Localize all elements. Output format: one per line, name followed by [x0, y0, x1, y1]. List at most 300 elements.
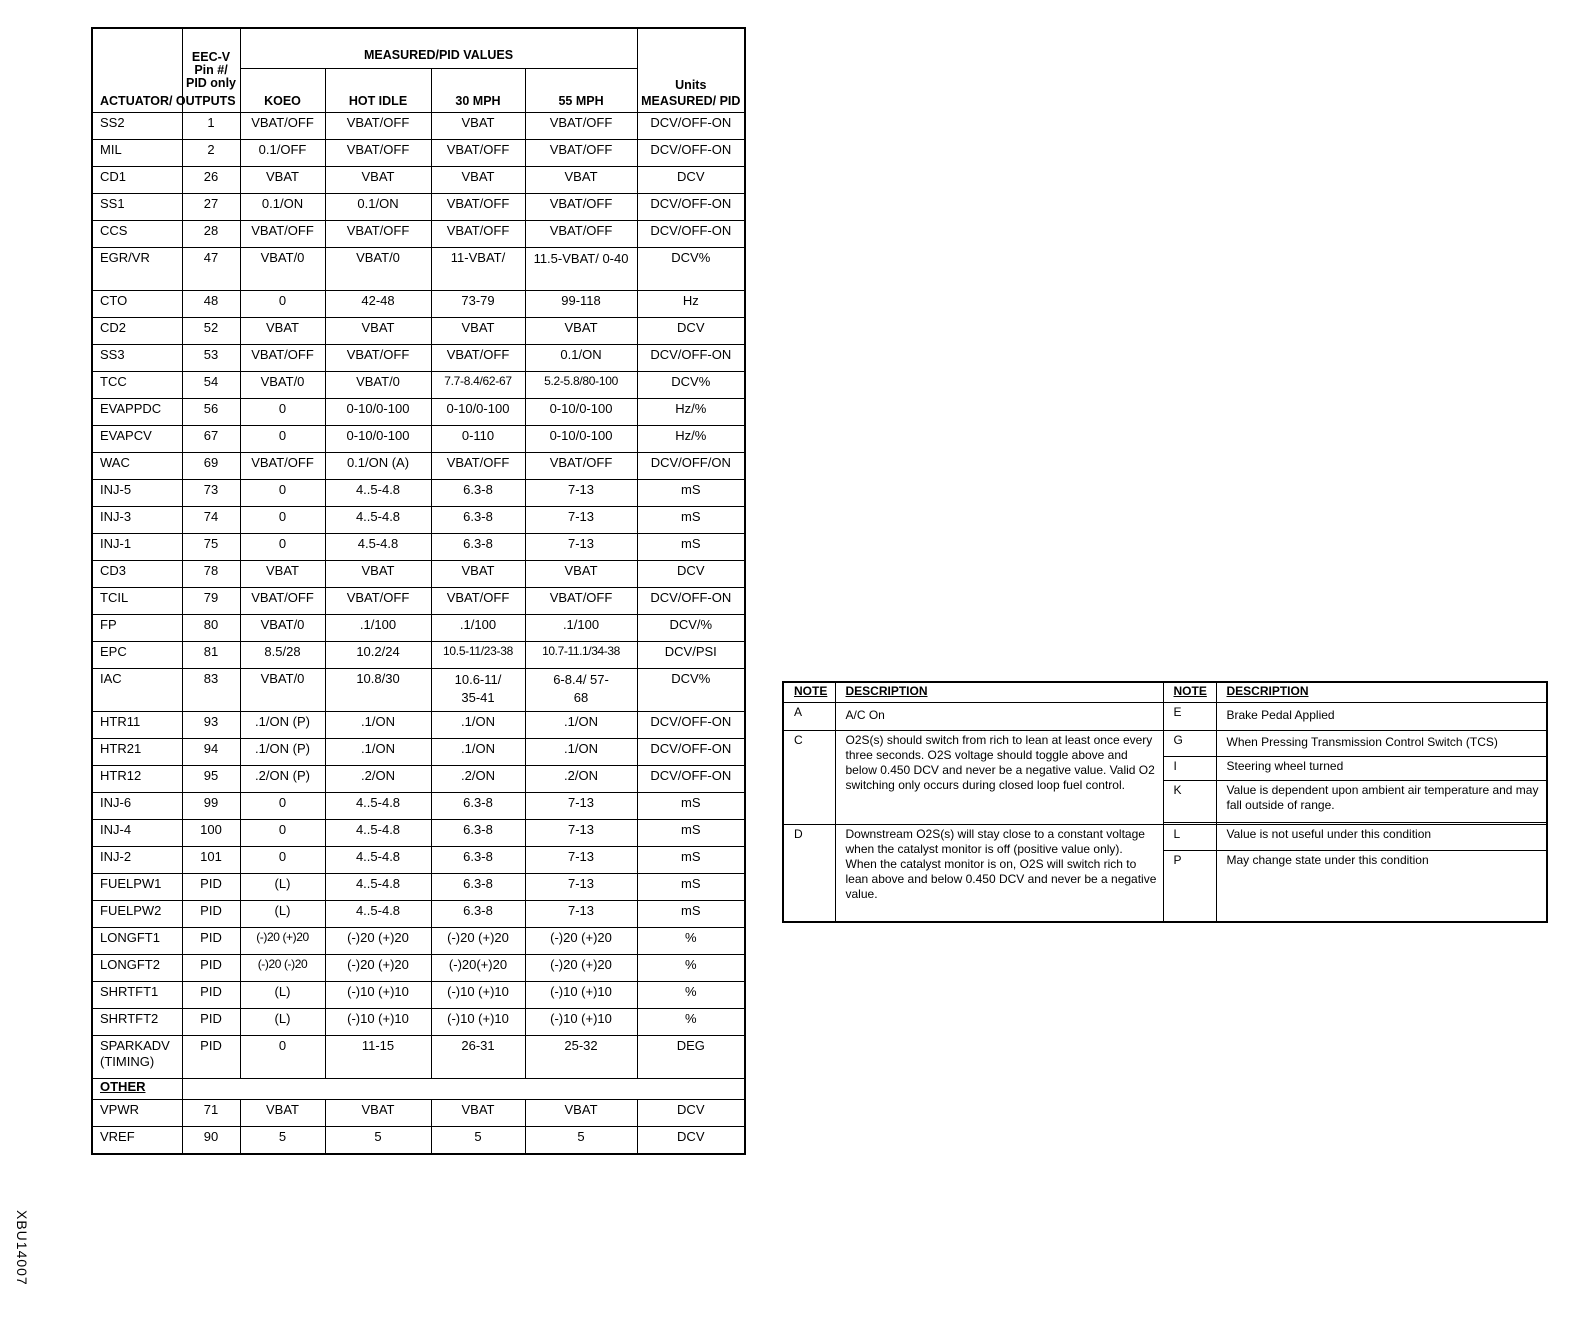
55-mph-value: (-)20 (+)20 [525, 927, 637, 954]
actuator-name: SS3 [92, 344, 182, 371]
table-row [92, 1008, 745, 1035]
55-mph-value: 7-13 [525, 506, 637, 533]
hot-idle-value: 0-10/0-100 [325, 398, 431, 425]
hot-idle-value: 5 [325, 1126, 431, 1154]
header-30-mph: 30 MPH [431, 68, 525, 112]
pin-number: 93 [182, 711, 240, 738]
30-mph-value: VBAT/OFF [431, 587, 525, 614]
units-value: % [637, 1008, 745, 1035]
pin-number: 99 [182, 792, 240, 819]
hot-idle-value: 4..5-4.8 [325, 846, 431, 873]
table-row [92, 344, 745, 371]
55-mph-value: 7-13 [525, 533, 637, 560]
units-value: DCV/OFF-ON [637, 738, 745, 765]
30-mph-value: (-)10 (+)10 [431, 1008, 525, 1035]
actuator-rows [92, 112, 745, 1154]
actuator-name: SHRTFT1 [92, 981, 182, 1008]
actuator-name: VREF [92, 1126, 182, 1154]
units-value: Hz/% [637, 425, 745, 452]
30-mph-value: VBAT/OFF [431, 220, 525, 247]
55-mph-value: VBAT/OFF [525, 193, 637, 220]
note-code: E [1163, 702, 1216, 730]
55-mph-value: 99-118 [525, 290, 637, 317]
55-mph-value: VBAT [525, 1099, 637, 1126]
pin-number: 95 [182, 765, 240, 792]
units-value: mS [637, 479, 745, 506]
note-description: O2S(s) should switch from rich to lean at least once every three seconds. O2S voltage should toggle above and below 0.450 DCV and never be a negative value. Valid O2 switching only occurs during closed loop fuel control. [835, 730, 1163, 824]
30-mph-value: 0-10/0-100 [431, 398, 525, 425]
note-code: D [783, 824, 835, 922]
table-row [92, 711, 745, 738]
koeo-value: VBAT/0 [240, 371, 325, 398]
pin-number: PID [182, 1035, 240, 1078]
actuator-name: HTR21 [92, 738, 182, 765]
units-value: DCV% [637, 371, 745, 398]
notes-header-note-left: NOTE [783, 682, 835, 702]
hot-idle-value: (-)20 (+)20 [325, 927, 431, 954]
table-row [92, 560, 745, 587]
hot-idle-value: 0.1/ON (A) [325, 452, 431, 479]
koeo-value: VBAT/0 [240, 668, 325, 711]
table-row [92, 371, 745, 398]
30-mph-value: (-)20 (+)20 [431, 927, 525, 954]
units-value: DCV/OFF/ON [637, 452, 745, 479]
units-value: DCV/OFF-ON [637, 344, 745, 371]
pin-number: 100 [182, 819, 240, 846]
actuator-name: SS1 [92, 193, 182, 220]
30-mph-value: 6.3-8 [431, 533, 525, 560]
55-mph-value: 5 [525, 1126, 637, 1154]
units-value: DCV/OFF-ON [637, 220, 745, 247]
note-code: A [783, 702, 835, 730]
55-mph-value: (-)10 (+)10 [525, 1008, 637, 1035]
units-value: DCV% [637, 247, 745, 290]
pin-number: 80 [182, 614, 240, 641]
koeo-value: VBAT/OFF [240, 344, 325, 371]
actuator-name: WAC [92, 452, 182, 479]
30-mph-value: VBAT/OFF [431, 452, 525, 479]
actuator-name: EGR/VR [92, 247, 182, 290]
55-mph-value: 7-13 [525, 819, 637, 846]
55-mph-value: .1/100 [525, 614, 637, 641]
note-description: Downstream O2S(s) will stay close to a constant voltage when the catalyst monitor is off (positive value only). When the catalyst monitor is on, O2S will switch rich to lean above and below 0.450 DCV and never be a negative value. [835, 824, 1163, 922]
koeo-value: VBAT [240, 1099, 325, 1126]
table-row [92, 873, 745, 900]
note-code: K [1163, 780, 1216, 822]
hot-idle-value: VBAT/OFF [325, 344, 431, 371]
30-mph-value: 6.3-8 [431, 792, 525, 819]
55-mph-value: 0.1/ON [525, 344, 637, 371]
55-mph-value: 10.7-11.1/34-38 [525, 641, 637, 668]
55-mph-value: 7-13 [525, 900, 637, 927]
note-description: Value is not useful under this condition [1216, 824, 1547, 850]
koeo-value: 0 [240, 533, 325, 560]
note-code: I [1163, 756, 1216, 780]
other-section-row [92, 1078, 745, 1099]
hot-idle-value: (-)20 (+)20 [325, 954, 431, 981]
actuator-name: INJ-5 [92, 479, 182, 506]
koeo-value: (L) [240, 900, 325, 927]
hot-idle-value: VBAT [325, 560, 431, 587]
30-mph-value: .2/ON [431, 765, 525, 792]
table-row [92, 220, 745, 247]
pin-number: 75 [182, 533, 240, 560]
pin-number: PID [182, 873, 240, 900]
pin-number: 94 [182, 738, 240, 765]
units-value: mS [637, 819, 745, 846]
units-value: DCV/OFF-ON [637, 193, 745, 220]
units-value: DCV [637, 1099, 745, 1126]
actuator-name: INJ-6 [92, 792, 182, 819]
units-value: DEG [637, 1035, 745, 1078]
hot-idle-value: .1/ON [325, 711, 431, 738]
table-row [92, 398, 745, 425]
notes-header-description-right: DESCRIPTION [1216, 682, 1547, 702]
table-row [92, 290, 745, 317]
hot-idle-value: VBAT [325, 1099, 431, 1126]
figure-id: XBU14007 [14, 1210, 30, 1286]
units-value: mS [637, 792, 745, 819]
units-value: % [637, 981, 745, 1008]
hot-idle-value: 4..5-4.8 [325, 792, 431, 819]
55-mph-value: VBAT/OFF [525, 112, 637, 139]
pin-number: 1 [182, 112, 240, 139]
koeo-value: 0.1/ON [240, 193, 325, 220]
actuator-name: HTR11 [92, 711, 182, 738]
55-mph-value: 0-10/0-100 [525, 398, 637, 425]
55-mph-value: 7-13 [525, 873, 637, 900]
pin-number: 78 [182, 560, 240, 587]
30-mph-value: 10.5-11/23-38 [431, 641, 525, 668]
pin-number: 71 [182, 1099, 240, 1126]
koeo-value: 0.1/OFF [240, 139, 325, 166]
55-mph-value: VBAT [525, 317, 637, 344]
units-value: DCV/OFF-ON [637, 711, 745, 738]
hot-idle-value: VBAT/OFF [325, 112, 431, 139]
pin-number: 53 [182, 344, 240, 371]
koeo-value: (-)20 (-)20 [240, 954, 325, 981]
actuator-name: INJ-3 [92, 506, 182, 533]
30-mph-value: VBAT/OFF [431, 344, 525, 371]
actuator-name: CD1 [92, 166, 182, 193]
note-description: May change state under this condition [1216, 850, 1547, 922]
actuator-name: FUELPW1 [92, 873, 182, 900]
30-mph-value: (-)20(+)20 [431, 954, 525, 981]
units-value: mS [637, 873, 745, 900]
table-row [92, 1035, 745, 1078]
units-value: DCV [637, 560, 745, 587]
units-value: Hz [637, 290, 745, 317]
pin-number: PID [182, 900, 240, 927]
koeo-value: 0 [240, 819, 325, 846]
actuator-name: FP [92, 614, 182, 641]
table-row [92, 425, 745, 452]
55-mph-value: 11.5-VBAT/ 0-40 [525, 247, 637, 290]
30-mph-value: 6.3-8 [431, 846, 525, 873]
pin-number: 2 [182, 139, 240, 166]
55-mph-value: VBAT/OFF [525, 139, 637, 166]
hot-idle-value: VBAT/0 [325, 371, 431, 398]
30-mph-value: 6.3-8 [431, 506, 525, 533]
55-mph-value: .1/ON [525, 711, 637, 738]
header-actuator-outputs: ACTUATOR/ OUTPUTS [92, 28, 182, 112]
30-mph-value: 6.3-8 [431, 479, 525, 506]
30-mph-value: 6.3-8 [431, 819, 525, 846]
55-mph-value: VBAT/OFF [525, 587, 637, 614]
table-row [92, 247, 745, 290]
pin-number: 52 [182, 317, 240, 344]
koeo-value: (L) [240, 1008, 325, 1035]
note-code: G [1163, 730, 1216, 756]
koeo-value: 0 [240, 506, 325, 533]
note-code: L [1163, 824, 1216, 850]
pin-number: PID [182, 927, 240, 954]
table-row [92, 139, 745, 166]
koeo-value: VBAT/OFF [240, 220, 325, 247]
actuator-name: SPARKADV (TIMING) [92, 1035, 182, 1078]
pin-number: PID [182, 1008, 240, 1035]
koeo-value: VBAT/0 [240, 247, 325, 290]
55-mph-value: 5.2-5.8/80-100 [525, 371, 637, 398]
30-mph-value: .1/ON [431, 711, 525, 738]
pin-number: 56 [182, 398, 240, 425]
table-row [92, 506, 745, 533]
koeo-value: VBAT [240, 560, 325, 587]
hot-idle-value: VBAT [325, 166, 431, 193]
hot-idle-value: 42-48 [325, 290, 431, 317]
note-code: P [1163, 850, 1216, 922]
units-value: mS [637, 506, 745, 533]
units-value: DCV/OFF-ON [637, 765, 745, 792]
hot-idle-value: .1/100 [325, 614, 431, 641]
55-mph-value: .2/ON [525, 765, 637, 792]
header-55-mph: 55 MPH [525, 68, 637, 112]
hot-idle-value: 4..5-4.8 [325, 900, 431, 927]
units-value: DCV% [637, 668, 745, 711]
koeo-value: 0 [240, 479, 325, 506]
hot-idle-value: VBAT/0 [325, 247, 431, 290]
30-mph-value: VBAT [431, 560, 525, 587]
hot-idle-value: .1/ON [325, 738, 431, 765]
note-code: C [783, 730, 835, 824]
actuator-name: CTO [92, 290, 182, 317]
hot-idle-value: 4..5-4.8 [325, 479, 431, 506]
koeo-value: 0 [240, 846, 325, 873]
pin-number: 74 [182, 506, 240, 533]
actuator-name: INJ-4 [92, 819, 182, 846]
pin-number: 47 [182, 247, 240, 290]
table-row [92, 166, 745, 193]
55-mph-value: 7-13 [525, 846, 637, 873]
koeo-value: 0 [240, 398, 325, 425]
55-mph-value: 0-10/0-100 [525, 425, 637, 452]
hot-idle-value: 0-10/0-100 [325, 425, 431, 452]
table-row [92, 981, 745, 1008]
table-row [92, 641, 745, 668]
actuator-name: EVAPPDC [92, 398, 182, 425]
55-mph-value: 7-13 [525, 792, 637, 819]
units-value: % [637, 927, 745, 954]
table-row [92, 452, 745, 479]
table-row [92, 954, 745, 981]
header-hot-idle: HOT IDLE [325, 68, 431, 112]
hot-idle-value: 4..5-4.8 [325, 506, 431, 533]
30-mph-value: 5 [431, 1126, 525, 1154]
units-value: % [637, 954, 745, 981]
units-value: mS [637, 846, 745, 873]
pin-number: 48 [182, 290, 240, 317]
other-section-label: OTHER [92, 1078, 182, 1099]
actuator-outputs-table [91, 27, 746, 1155]
actuator-name: CD3 [92, 560, 182, 587]
koeo-value: (L) [240, 981, 325, 1008]
note-description: When Pressing Transmission Control Switch (TCS) [1216, 730, 1547, 756]
table-row [92, 819, 745, 846]
note-description: Value is dependent upon ambient air temperature and may fall outside of range. [1216, 780, 1547, 822]
table-row [92, 765, 745, 792]
hot-idle-value: (-)10 (+)10 [325, 981, 431, 1008]
pin-number: 90 [182, 1126, 240, 1154]
table-row [92, 668, 745, 711]
30-mph-value: VBAT/OFF [431, 139, 525, 166]
30-mph-value: VBAT [431, 166, 525, 193]
notes-header-note-right: NOTE [1163, 682, 1216, 702]
notes-header-description-left: DESCRIPTION [835, 682, 1163, 702]
units-value: DCV/PSI [637, 641, 745, 668]
55-mph-value: VBAT [525, 560, 637, 587]
units-value: mS [637, 533, 745, 560]
30-mph-value: (-)10 (+)10 [431, 981, 525, 1008]
30-mph-value: 10.6-11/ 35-41 [431, 668, 525, 711]
koeo-value: 0 [240, 425, 325, 452]
pin-number: 27 [182, 193, 240, 220]
pin-number: PID [182, 954, 240, 981]
table-row [92, 533, 745, 560]
units-value: DCV/OFF-ON [637, 587, 745, 614]
units-value: mS [637, 900, 745, 927]
koeo-value: (-)20 (+)20 [240, 927, 325, 954]
55-mph-value: .1/ON [525, 738, 637, 765]
actuator-name: INJ-1 [92, 533, 182, 560]
units-value: DCV [637, 1126, 745, 1154]
table-row [92, 587, 745, 614]
30-mph-value: 6.3-8 [431, 873, 525, 900]
koeo-value: 8.5/28 [240, 641, 325, 668]
note-description: Brake Pedal Applied [1216, 702, 1547, 730]
pin-number: 67 [182, 425, 240, 452]
koeo-value: VBAT/OFF [240, 452, 325, 479]
table-row [92, 927, 745, 954]
units-value: DCV [637, 317, 745, 344]
header-koeo: KOEO [240, 68, 325, 112]
notes-table [782, 681, 1548, 923]
table-row [92, 193, 745, 220]
koeo-value: .1/ON (P) [240, 711, 325, 738]
55-mph-value: VBAT/OFF [525, 220, 637, 247]
table-row [92, 900, 745, 927]
table-row [92, 1099, 745, 1126]
actuator-name: SHRTFT2 [92, 1008, 182, 1035]
hot-idle-value: 10.8/30 [325, 668, 431, 711]
note-description: A/C On [835, 702, 1163, 730]
actuator-name: TCC [92, 371, 182, 398]
actuator-name: LONGFT1 [92, 927, 182, 954]
koeo-value: VBAT [240, 317, 325, 344]
table-row [92, 792, 745, 819]
koeo-value: VBAT/OFF [240, 112, 325, 139]
55-mph-value: (-)20 (+)20 [525, 954, 637, 981]
table-row [92, 112, 745, 139]
55-mph-value: VBAT/OFF [525, 452, 637, 479]
header-measured-pid-values: MEASURED/PID VALUES [240, 28, 637, 68]
other-section-blank [182, 1078, 745, 1099]
pin-number: 81 [182, 641, 240, 668]
pin-number: PID [182, 981, 240, 1008]
30-mph-value: 73-79 [431, 290, 525, 317]
pin-number: 54 [182, 371, 240, 398]
pin-number: 69 [182, 452, 240, 479]
koeo-value: .1/ON (P) [240, 738, 325, 765]
30-mph-value: 11-VBAT/ [431, 247, 525, 290]
actuator-name: SS2 [92, 112, 182, 139]
table-row [92, 479, 745, 506]
table-row [92, 614, 745, 641]
hot-idle-value: VBAT/OFF [325, 139, 431, 166]
55-mph-value: (-)10 (+)10 [525, 981, 637, 1008]
hot-idle-value: 4..5-4.8 [325, 873, 431, 900]
actuator-name: EVAPCV [92, 425, 182, 452]
pin-number: 28 [182, 220, 240, 247]
30-mph-value: VBAT/OFF [431, 193, 525, 220]
units-value: DCV/OFF-ON [637, 112, 745, 139]
30-mph-value: 7.7-8.4/62-67 [431, 371, 525, 398]
koeo-value: 0 [240, 290, 325, 317]
koeo-value: 0 [240, 1035, 325, 1078]
hot-idle-value: 4.5-4.8 [325, 533, 431, 560]
hot-idle-value: VBAT [325, 317, 431, 344]
pin-number: 83 [182, 668, 240, 711]
hot-idle-value: .2/ON [325, 765, 431, 792]
actuator-name: LONGFT2 [92, 954, 182, 981]
actuator-name: INJ-2 [92, 846, 182, 873]
55-mph-value: 7-13 [525, 479, 637, 506]
30-mph-value: 26-31 [431, 1035, 525, 1078]
units-value: DCV [637, 166, 745, 193]
koeo-value: .2/ON (P) [240, 765, 325, 792]
units-value: DCV/% [637, 614, 745, 641]
actuator-name: CCS [92, 220, 182, 247]
30-mph-value: VBAT [431, 1099, 525, 1126]
hot-idle-value: 4..5-4.8 [325, 819, 431, 846]
table-row [92, 738, 745, 765]
pin-number: 26 [182, 166, 240, 193]
hot-idle-value: (-)10 (+)10 [325, 1008, 431, 1035]
30-mph-value: VBAT [431, 112, 525, 139]
30-mph-value: 6.3-8 [431, 900, 525, 927]
hot-idle-value: 11-15 [325, 1035, 431, 1078]
koeo-value: (L) [240, 873, 325, 900]
30-mph-value: 0-110 [431, 425, 525, 452]
actuator-name: MIL [92, 139, 182, 166]
hot-idle-value: 0.1/ON [325, 193, 431, 220]
actuator-name: IAC [92, 668, 182, 711]
hot-idle-value: VBAT/OFF [325, 220, 431, 247]
55-mph-value: VBAT [525, 166, 637, 193]
actuator-name: EPC [92, 641, 182, 668]
30-mph-value: .1/100 [431, 614, 525, 641]
table-row [92, 846, 745, 873]
units-value: Hz/% [637, 398, 745, 425]
